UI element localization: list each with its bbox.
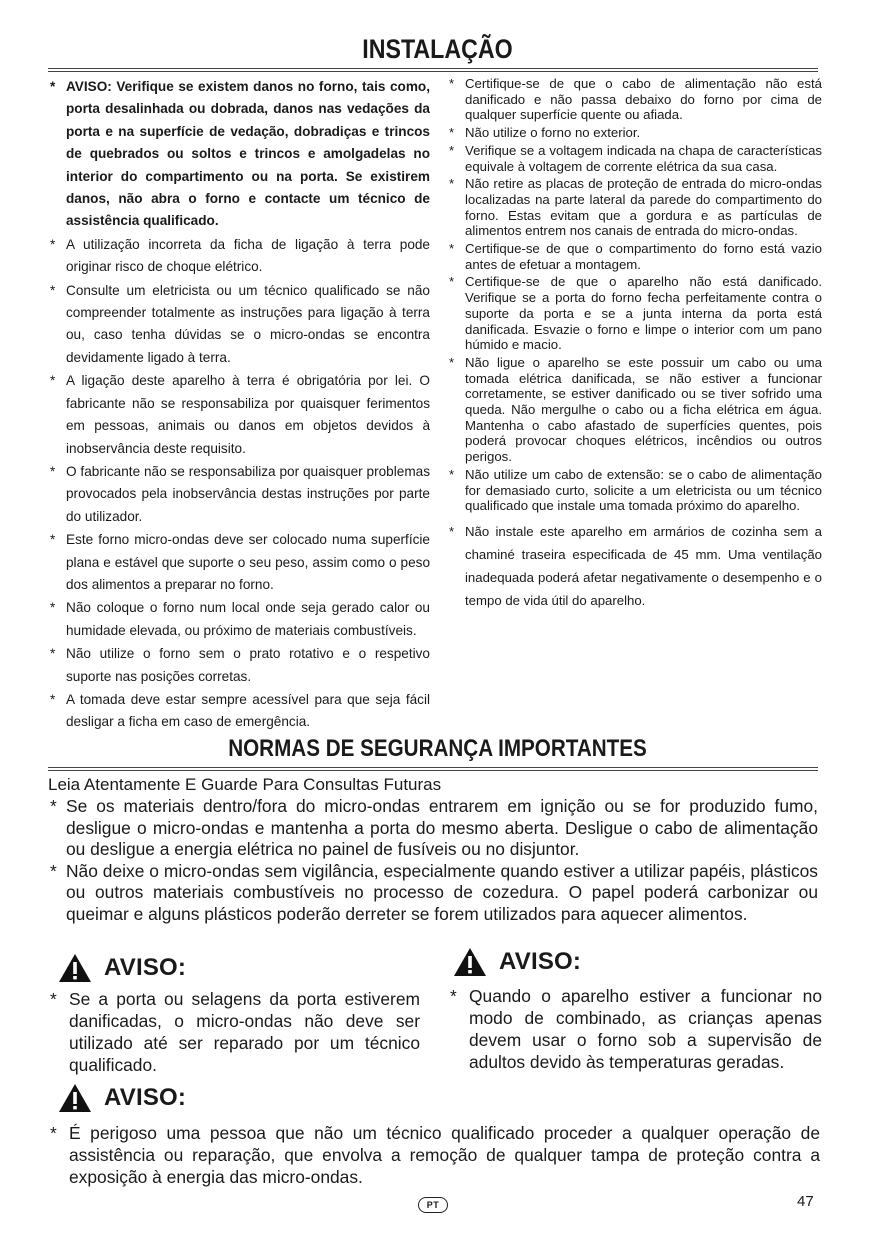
list-item-text: * Consulte um eletricista ou um técnico qualificado se não compreender totalmente as instruções para ligação à terra ou, caso tenha dúvidas se o micro-ondas se encontra devidamente ligado à terra. bbox=[66, 282, 430, 365]
warning-label: AVISO: bbox=[104, 1084, 187, 1111]
list-item-text: * Certifique-se de que o cabo de alimentação não está danificado e não passa debaixo do forno por cima de qualquer superfície quente ou afiada. bbox=[465, 76, 822, 123]
warning-heading bbox=[58, 953, 186, 983]
warning-box bbox=[448, 985, 822, 1073]
list-item bbox=[48, 988, 420, 1076]
list-item-text: * Não retire as placas de proteção de entrada do micro-ondas localizadas na parte lateral da parede do compartimento do forno. Estas evitam que a gordura e as partículas de alimentos entrem nos canais de entrada do micro-ondas. bbox=[465, 176, 822, 239]
list-item-text: * Não utilize um cabo de extensão: se o cabo de alimentação for demasiado curto, solicite a um eletricista ou um técnico qualificado que instale uma tomada próximo do aparelho. bbox=[465, 466, 822, 514]
list-item-text: * AVISO: Verifique se existem danos no forno, tais como, porta desalinhada ou dobrada, danos nas vedações da porta e na superfície de vedação, dobradiças e trincos de quebrados ou soltos e trincos e amolgadelas no interior do compartimento ou na porta. Se existirem danos, não abra o forno e contacte um técnico de assistência qualificado. bbox=[66, 79, 430, 229]
list-item-text: Se os materiais dentro/fora do micro-ondas entrarem em ignição ou se for produzido fumo, desligue o micro-ondas e mantenha a porta do mesmo aberta. Desligue o cabo de alimentação ou desligue a energia elétrica no painel de fusíveis ou no disjuntor. bbox=[66, 796, 818, 859]
list-item bbox=[447, 520, 822, 612]
list-item-text: Quando o aparelho estiver a funcionar no modo de combinado, as crianças apenas devem usar o forno sob a supervisão de adultos devido às temperaturas geradas. bbox=[469, 986, 822, 1072]
safety-title: NORMAS DE SEGURANÇA IMPORTANTES bbox=[228, 735, 647, 762]
list-item bbox=[48, 461, 430, 528]
list-item bbox=[447, 76, 822, 123]
warning-heading bbox=[453, 947, 581, 977]
installation-title: INSTALAÇÃO bbox=[362, 34, 513, 64]
warning-heading bbox=[58, 1083, 186, 1113]
list-item bbox=[48, 597, 430, 642]
warning-triangle-icon bbox=[453, 947, 487, 977]
list-item bbox=[447, 274, 822, 353]
language-badge: PT bbox=[418, 1197, 448, 1213]
list-item bbox=[48, 76, 430, 233]
list-item-text: Não deixe o micro-ondas sem vigilância, especialmente quando estiver a utilizar papéis, plásticos ou outros materiais combustíveis no processo de cozedura. O papel poderá carbonizar ou queimar e alguns plásticos poderão derreter se forem utilizados para aquecer alimentos. bbox=[66, 860, 818, 924]
list-item bbox=[447, 125, 822, 141]
list-item bbox=[447, 143, 822, 174]
list-item-text: * Verifique se a voltagem indicada na chapa de características equivale à voltagem de corrente elétrica da sua casa. bbox=[465, 142, 822, 174]
list-item-text: * Não instale este aparelho em armários de cozinha sem a chaminé traseira especificada de 45 mm. Uma ventilação inadequada poderá afetar negativamente o desempenho e o tempo de vida útil do aparelho. bbox=[465, 523, 822, 608]
list-item bbox=[48, 689, 430, 734]
warning-label: AVISO: bbox=[499, 948, 582, 975]
list-item bbox=[447, 241, 822, 272]
title-underline bbox=[48, 68, 818, 72]
warning-label: AVISO: bbox=[104, 954, 187, 981]
list-item bbox=[48, 529, 430, 596]
list-item bbox=[48, 280, 430, 370]
warning-triangle-icon bbox=[58, 953, 92, 983]
list-item bbox=[447, 355, 822, 465]
list-item-text: * Não coloque o forno num local onde seja gerado calor ou humidade elevada, ou próximo de materiais combustíveis. bbox=[66, 600, 430, 638]
list-item bbox=[48, 796, 818, 861]
list-item bbox=[447, 176, 822, 239]
list-item-text: Se a porta ou selagens da porta estiverem danificadas, o micro-ondas não deve ser utilizado até ser reparado por um técnico qualificado. bbox=[69, 989, 420, 1075]
list-item-text: * A ligação deste aparelho à terra é obrigatória por lei. O fabricante não se responsabiliza por quaisquer ferimentos em pessoas, animais ou danos em objetos devidos à inobservância deste requisito. bbox=[66, 373, 430, 456]
page-number: 47 bbox=[797, 1193, 814, 1210]
list-item-text: * Não ligue o aparelho se este possuir um cabo ou uma tomada elétrica danificada, se não estiver a funcionar corretamente, se estiver danificado ou se tiver sofrido uma queda. Não mergulhe o cabo ou a ficha elétrica em água. Mantenha o cabo afastado de superfícies quentes, pois poderá provocar choques elétricos, incêndios ou outros perigos. bbox=[465, 354, 822, 465]
list-item-text: É perigoso uma pessoa que não um técnico qualificado proceder a qualquer operação de assistência ou reparação, que envolva a remoção de qualquer tampa de proteção contra a exposição à energia das micro-ondas. bbox=[69, 1123, 820, 1187]
list-item bbox=[48, 370, 430, 460]
installation-right-column bbox=[447, 76, 822, 614]
title-underline bbox=[48, 767, 818, 771]
list-item-text: * O fabricante não se responsabiliza por quaisquer problemas provocados pela inobservância destas instruções por parte do utilizador. bbox=[66, 463, 430, 524]
list-item bbox=[447, 467, 822, 514]
list-item bbox=[48, 643, 430, 688]
safety-intro: Leia Atentamente E Guarde Para Consultas Futuras bbox=[48, 775, 442, 794]
list-item-text: * Certifique-se de que o compartimento do forno está vazio antes de efetuar a montagem. bbox=[465, 241, 822, 272]
list-item-text: * Não utilize o forno sem o prato rotativo e o respetivo suporte nas posições corretas. bbox=[66, 646, 430, 684]
list-item-text: * Este forno micro-ondas deve ser colocado numa superfície plana e estável que suporte o seu peso, assim como o peso dos alimentos a preparar no forno. bbox=[66, 532, 430, 592]
warning-box bbox=[48, 988, 420, 1076]
list-item-text: * Certifique-se de que o aparelho não está danificado. Verifique se a porta do forno fecha perfeitamente contra o suporte da porta e se a junta interna da porta está danificada. Esvazie o forno e limpe o interior com um pano húmido e macio. bbox=[465, 274, 822, 353]
installation-left-column bbox=[48, 76, 430, 735]
list-item bbox=[48, 234, 430, 279]
list-item-text: * A tomada deve estar sempre acessível para que seja fácil desligar a ficha em caso de emergência. bbox=[66, 691, 430, 730]
list-item bbox=[48, 861, 818, 926]
warning-triangle-icon bbox=[58, 1083, 92, 1113]
safety-list bbox=[48, 796, 818, 925]
warning-box bbox=[48, 1122, 820, 1188]
list-item bbox=[448, 985, 822, 1073]
list-item-text: * A utilização incorreta da ficha de ligação à terra pode originar risco de choque elétrico. bbox=[66, 236, 430, 275]
list-item bbox=[48, 1122, 820, 1188]
list-item-text: * Não utilize o forno no exterior. bbox=[465, 125, 641, 141]
